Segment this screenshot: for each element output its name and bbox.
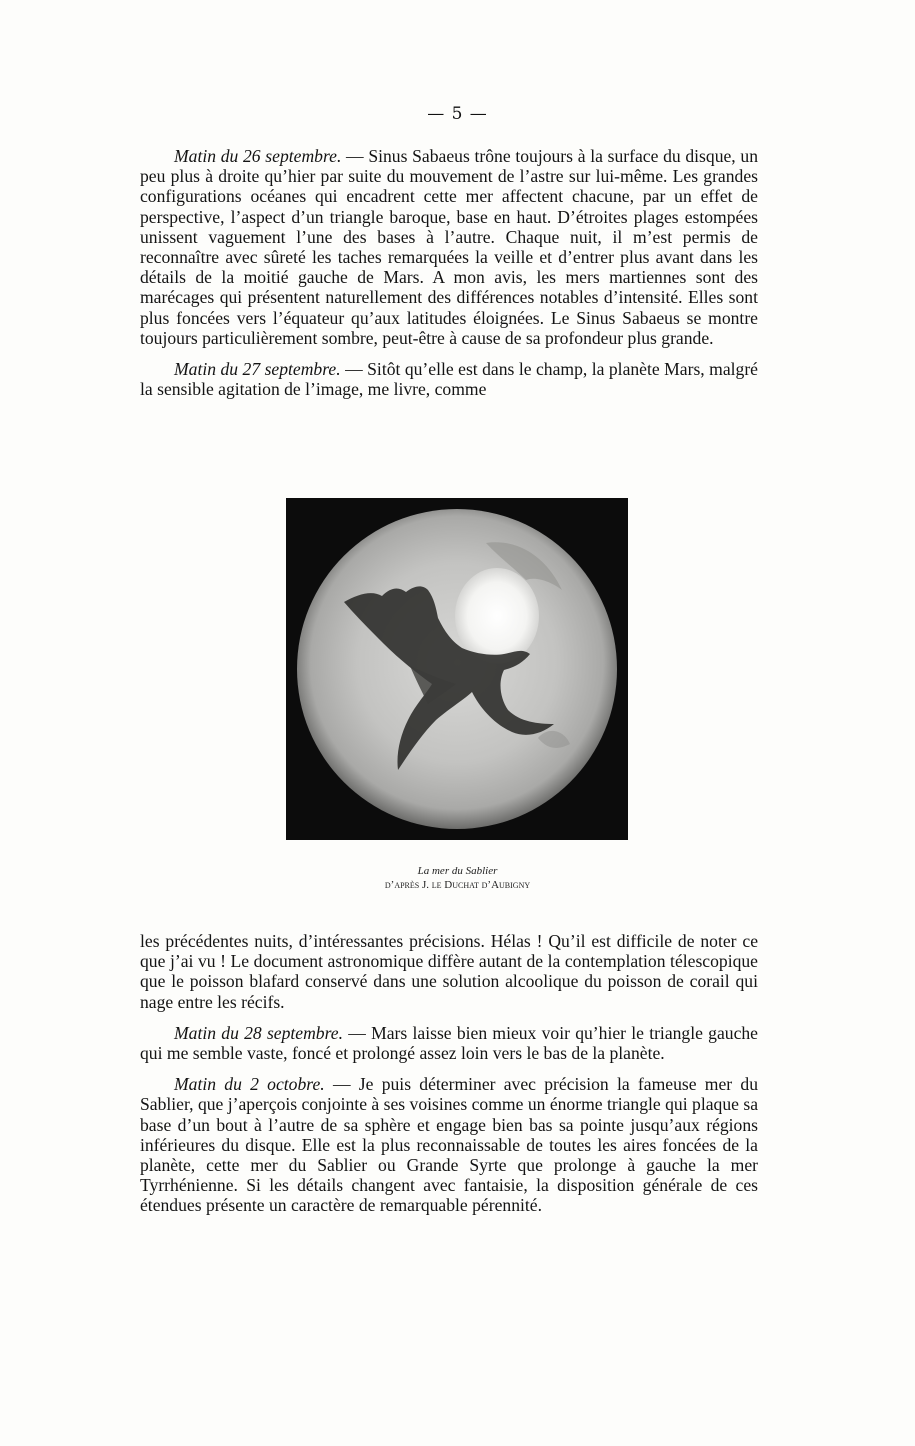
mars-drawing-figure xyxy=(286,498,628,840)
text-block-bottom xyxy=(140,931,758,1216)
paragraph-2-octobre xyxy=(140,1074,758,1215)
caption-title: La mer du Sablier xyxy=(417,865,498,877)
page-number: — 5 — xyxy=(427,104,488,124)
paragraph-text: — Mars laisse bien mieux voir qu’hier le triangle gauche qui me semble vaste, foncé et prolongé assez loin vers le bas de la planète. xyxy=(140,1022,758,1064)
paragraph-continuation xyxy=(140,931,758,1012)
text-block-top xyxy=(140,146,758,399)
mars-disc-illustration xyxy=(286,498,628,840)
paragraph-text: — Sinus Sabaeus trône toujours à la surface du disque, un peu plus à droite qu’hier par suite du mouvement de l’astre sur lui-même. Les grandes configurations océanes qui encadrent cette mer affectent chacune, par un effet de perspective, l’aspect d’un triangle baroque, base en haut. D’étroites plages estompées unissent vaguement l’une des bases à l’autre. Chaque nuit, il m’est permis de reconnaître avec sûreté les taches remarquées la veille et d’entrer plus avant dans les détails de la moitié gauche de Mars. A mon avis, les mers martiennes sont des marécages qui présentent naturellement des différences notables d’intensité. Elles sont plus foncées vers l’équateur qu’aux latitudes éloignées. Le Sinus Sabaeus se montre toujours particulièrement sombre, peut-être à cause de sa profondeur plus grande. xyxy=(140,146,758,348)
figure-caption xyxy=(0,864,915,892)
paragraph-text: — Sitôt qu’elle est dans le champ, la planète Mars, malgré la sensible agitation de l’image, me livre, comme xyxy=(140,359,758,400)
paragraph-28-septembre xyxy=(140,1023,758,1063)
paragraph-text: les précédentes nuits, d’intéressantes précisions. Hélas ! Qu’il est difficile de noter ce que j’ai vu ! Le document astronomique diffère autant de la contemplation télescopique que le poisson blafard conservé dans une solution alcoolique du poisson de corail qui nage entre les récifs. xyxy=(140,931,758,1012)
caption-credit: d’après J. le Duchat d’Aubigny xyxy=(384,879,531,891)
paragraph-27-septembre xyxy=(140,359,758,399)
entry-date: Matin du 28 septembre. xyxy=(174,1022,344,1043)
entry-date: Matin du 2 octobre. xyxy=(174,1074,325,1095)
entry-date: Matin du 27 septembre. xyxy=(174,359,341,380)
bright-region xyxy=(455,568,539,664)
paragraph-text: — Je puis déterminer avec précision la fameuse mer du Sablier, que j’aperçois conjointe à ses voisines comme un énorme triangle qui plaque sa base d’un bout à l’autre de sa sphère et engage bien bas sa pointe jusqu’aux régions inférieures du disque. Elle est la plus reconnaissable de toutes les aires foncées de la planète, cette mer du Sablier ou Grande Syrte que prolonge à gauche la mer Tyrrhénienne. Si les détails changent avec fantaisie, la disposition générale de ces étendues présente un caractère de remarquable pérennité. xyxy=(140,1074,759,1216)
entry-date: Matin du 26 septembre. xyxy=(174,146,342,166)
paragraph-26-septembre xyxy=(140,146,758,348)
